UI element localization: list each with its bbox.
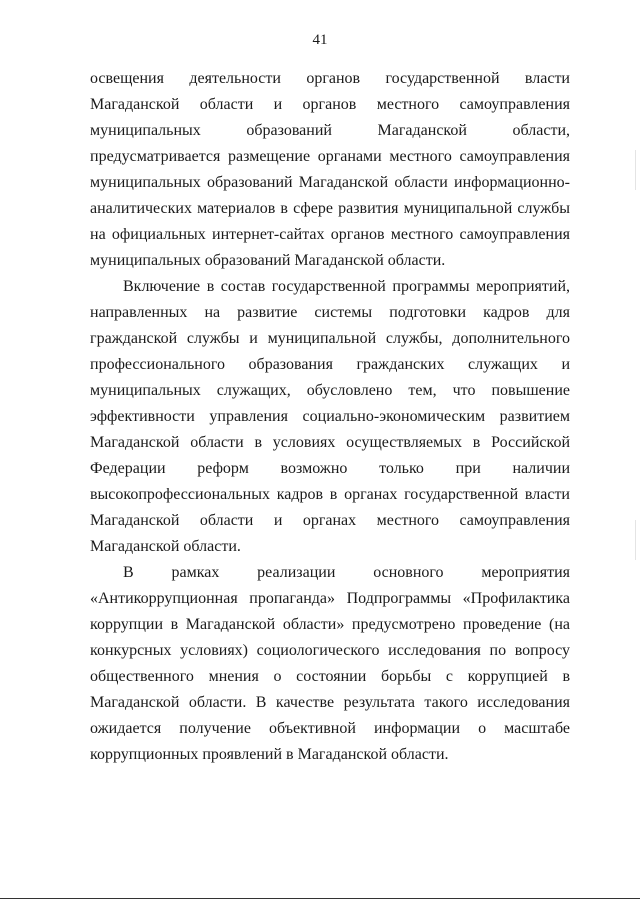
scan-edge-mark	[635, 520, 636, 560]
page-bottom-edge	[0, 898, 640, 899]
paragraph-anticorruption: В рамках реализации основного мероприятия «Антикоррупционная пропаганда» Подпрограммы «Профилактика коррупции в Магаданской области» предусмотрено проведение (на конкурсных условиях) социологического исследования по вопросу общественного мнения о состоянии борьбы с коррупцией в Магаданской области. В качестве результата такого исследования ожидается получение объективной информации о масштабе коррупционных проявлений в Магаданской области.	[90, 564, 570, 763]
paragraph-training-programs: Включение в состав государственной программы мероприятий, направленных на развитие системы подготовки кадров для гражданской службы и муниципальной службы, дополнительного профессионального образования гражданских служащих и муниципальных служащих, обусловлено тем, что повышение эффективности управления социально-экономическим развитием Магаданской области в условиях осуществляемых в Российской Федерации реформ возможно только при наличии высокопрофессиональных кадров в органах государственной власти Магаданской области и органах местного самоуправления Магаданской области.	[90, 278, 570, 555]
document-body	[90, 66, 570, 768]
page-number: 41	[312, 32, 328, 48]
paragraph-continuation: освещения деятельности органов государственной власти Магаданской области и органов местного самоуправления муниципальных образований Магаданской области, предусматривается размещение органами местного самоуправления муниципальных образований Магаданской области информационно-аналитических материалов в сфере развития муниципальной службы на официальных интернет-сайтах органов местного самоуправления муниципальных образований Магаданской области.	[90, 70, 570, 269]
scan-edge-mark	[635, 150, 636, 190]
